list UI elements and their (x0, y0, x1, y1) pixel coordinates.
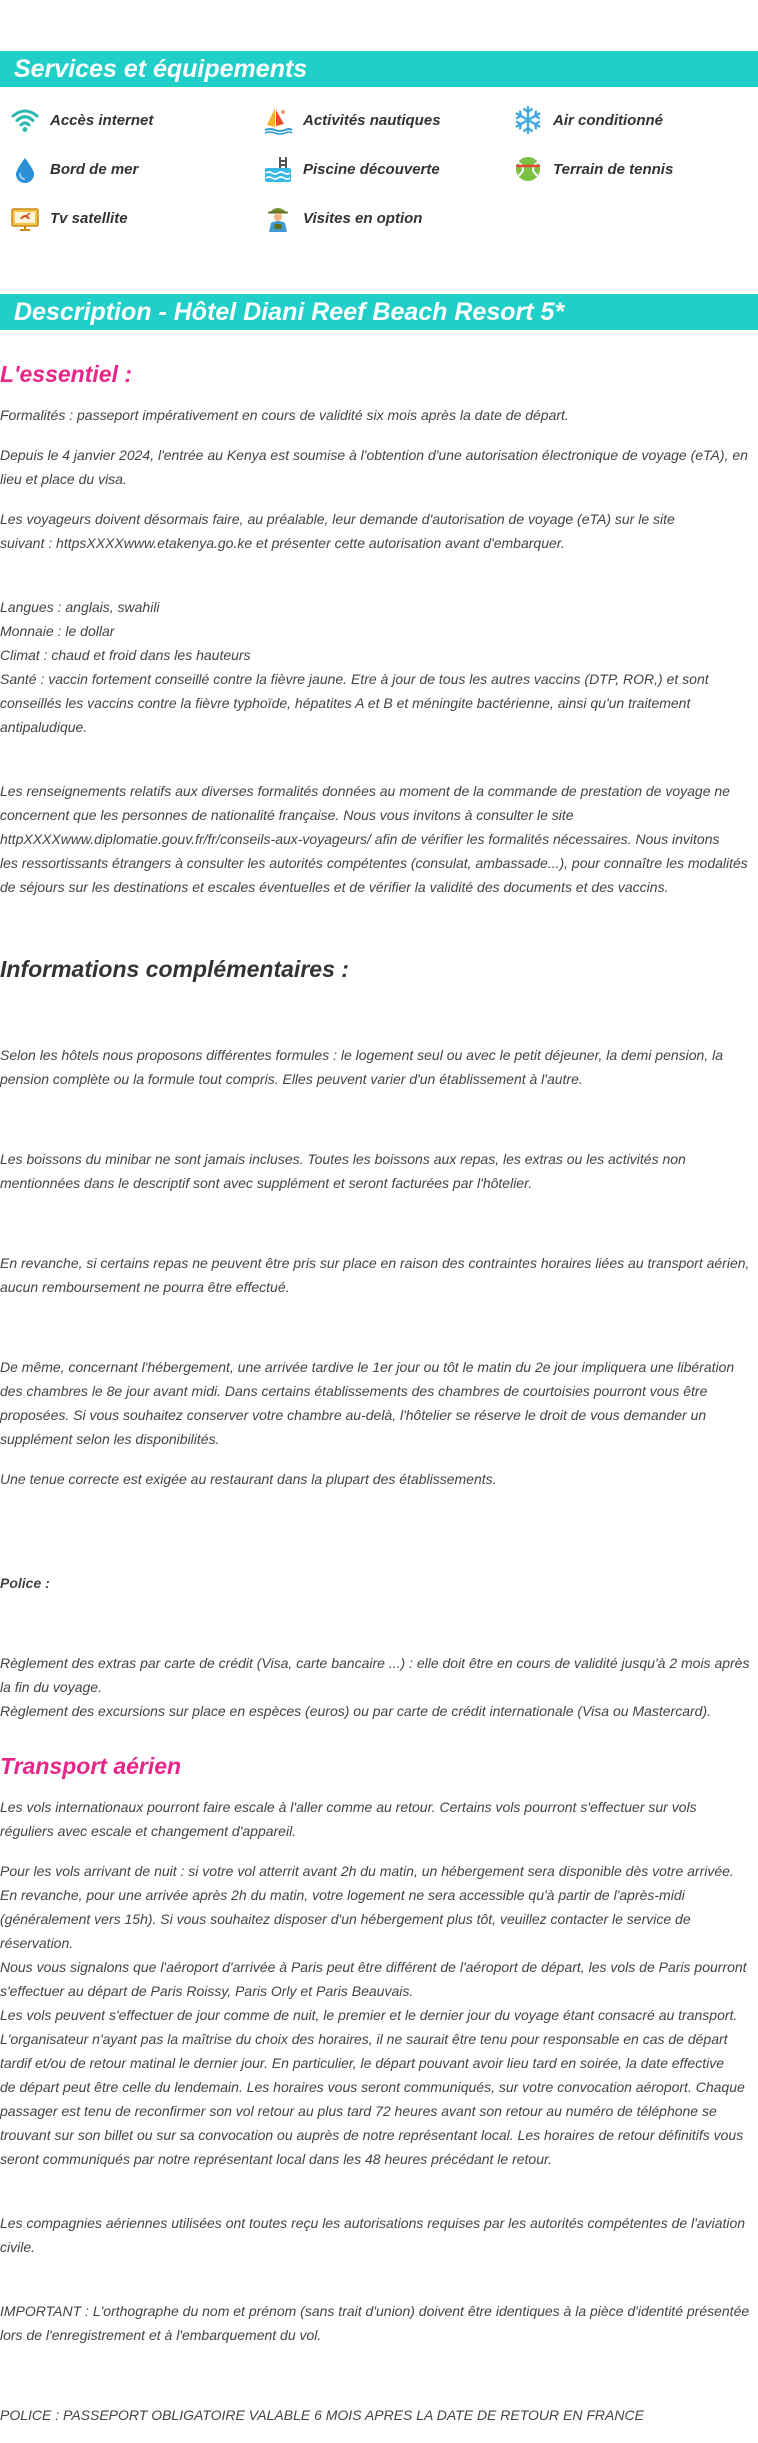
service-label: Air conditionné (553, 111, 663, 129)
formules-text-2: pension complète ou la formule tout compris. Elles peuvent varier d'un établissement à l'autre. (0, 1071, 583, 1087)
tv-icon (10, 203, 40, 233)
service-internet (10, 105, 153, 135)
hebergement-text-1: De même, concernant l'hébergement, une arrivée tardive le 1er jour ou tôt le matin du 2e jour impliquera une libération (0, 1359, 735, 1375)
police-label: Police : (0, 1575, 50, 1591)
vols-text-1: Les vols internationaux pourront faire escale à l'aller comme au retour. Certains vols pourront s'effectuer sur vols (0, 1799, 697, 1815)
compagnies-text-2: civile. (0, 2239, 36, 2255)
renseignements-text-1: Les renseignements relatifs aux diverses formalités données au moment de la commande de prestation de voyage ne (0, 783, 730, 799)
nuit-text-10: de départ peut être celle du lendemain. Les horaires vous seront communiqués, sur votre convocation aéroport. Chaque (0, 2079, 745, 2095)
wifi-icon (10, 105, 40, 135)
reglement-text-2: la fin du voyage. (0, 1679, 102, 1695)
snowflake-icon (513, 105, 543, 135)
service-pool (263, 154, 440, 184)
transport-heading: Transport aérien (0, 1753, 182, 1779)
service-label: Tv satellite (50, 209, 128, 227)
service-tv (10, 203, 128, 233)
langues-text: Langues : anglais, swahili (0, 599, 160, 615)
hebergement-text-4: supplément selon les disponibilités. (0, 1431, 220, 1447)
description-header (0, 294, 758, 330)
service-label: Terrain de tennis (553, 160, 674, 178)
sante-text-1: Santé : vaccin fortement conseillé contre la fièvre jaune. Etre à jour de tous les autres vaccins (DTP, ROR,) et sont (0, 671, 709, 687)
service-label: Visites en option (303, 209, 423, 227)
nuit-text-5: Nous vous signalons que l'aéroport d'arrivée à Paris peut être différent de l'aéroport de départ, les vols de Paris pourront (0, 1959, 747, 1975)
eta-site-text-2: suivant : httpsXXXXwww.etakenya.go.ke et présenter cette autorisation avant d'embarquer. (0, 535, 565, 551)
repas-text-2: aucun remboursement ne pourra être effectué. (0, 1279, 290, 1295)
nuit-text-11: passager est tenu de reconfirmer son vol retour au plus tard 72 heures avant son retour au numéro de téléphone se (0, 2103, 717, 2119)
service-aircon (513, 105, 663, 135)
water-drop-icon (10, 154, 40, 184)
essentiel-heading: L'essentiel : (0, 361, 133, 387)
hebergement-text-3: proposées. Si vous souhaitez conserver votre chambre au-delà, l'hôtelier se réserve le droit de vous demander un (0, 1407, 707, 1423)
services-header (0, 51, 758, 87)
reglement-text-1: Règlement des extras par carte de crédit (Visa, carte bancaire ...) : elle doit être en cours de validité jusqu'à 2 mois après (0, 1655, 750, 1671)
reglement-text-3: Règlement des excursions sur place en espèces (euros) ou par carte de crédit internationale (Visa ou Mastercard). (0, 1703, 711, 1719)
renseignements-text-5: de séjours sur les destinations et escales éventuelles et de vérifier la validité des documents et des vaccins. (0, 879, 669, 895)
service-label: Accès internet (50, 111, 154, 129)
formules-text-1: Selon les hôtels nous proposons différentes formules : le logement seul ou avec le petit déjeuner, la demi pension, la (0, 1047, 723, 1063)
renseignements-text-4: les ressortissants étrangers à consulter les autorités compétentes (consulat, ambassade...), pour connaître les modalités (0, 855, 748, 871)
description-title: Description - Hôtel Diani Reef Beach Resort 5* (14, 298, 565, 326)
hebergement-text-2: des chambres le 8e jour avant midi. Dans certains établissements des chambres de courtoisies pourront vous être (0, 1383, 708, 1399)
formalites-text: Formalités : passeport impérativement en cours de validité six mois après la date de départ. (0, 407, 569, 423)
service-label: Bord de mer (50, 160, 139, 178)
service-visits (263, 203, 422, 233)
nuit-text-13: seront communiqués par notre représentant local dans les 48 heures précédant le retour. (0, 2151, 553, 2167)
eta-site-text-1: Les voyageurs doivent désormais faire, au préalable, leur demande d'autorisation de voyage (eTA) sur le site (0, 511, 675, 527)
service-tennis (513, 154, 673, 184)
minibar-text-1: Les boissons du minibar ne sont jamais incluses. Toutes les boissons aux repas, les extras ou les activités non (0, 1151, 686, 1167)
renseignements-text-3: httpXXXXwww.diplomatie.gouv.fr/fr/conseils-aux-voyageurs/ afin de vérifier les formalités nécessaires. Nous invitons (0, 831, 720, 847)
important-text-2: lors de l'enregistrement et à l'embarquement du vol. (0, 2327, 322, 2343)
infos-heading: Informations complémentaires : (0, 956, 349, 982)
service-label: Piscine découverte (303, 160, 440, 178)
tenue-text: Une tenue correcte est exigée au restaurant dans la plupart des établissements. (0, 1471, 497, 1487)
nuit-text-2: En revanche, pour une arrivée après 2h du matin, votre logement ne sera accessible qu'à partir de l'après-midi (0, 1887, 685, 1903)
guide-icon (263, 203, 293, 233)
monnaie-text: Monnaie : le dollar (0, 623, 115, 639)
windsurf-icon (263, 105, 293, 135)
compagnies-text-1: Les compagnies aériennes utilisées ont toutes reçu les autorisations requises par les autorités compétentes de l'aviation (0, 2215, 746, 2231)
important-text-1: IMPORTANT : L'orthographe du nom et prénom (sans trait d'union) doivent être identiques à la pièce d'identité présentée (0, 2303, 750, 2319)
service-seaside (10, 154, 138, 184)
sante-text-2: conseillés les vaccins contre la fièvre typhoïde, hépatites A et B et méningite bactérienne, ainsi qu'un traitement (0, 695, 691, 711)
nuit-text-8: L'organisateur n'ayant pas la maîtrise du choix des horaires, il ne saurait être tenu pour responsable en cas de départ (0, 2031, 728, 2047)
service-label: Activités nautiques (303, 111, 441, 129)
eta-text-2: lieu et place du visa. (0, 471, 127, 487)
service-nautical (263, 105, 441, 135)
nuit-text-9: tardif et/ou de retour matinal le dernier jour. En particulier, le départ pouvant avoir lieu tard en soirée, la date effective (0, 2055, 725, 2071)
eta-text-1: Depuis le 4 janvier 2024, l'entrée au Kenya est soumise à l'obtention d'une autorisation électronique de voyage (eTA), en (0, 447, 748, 463)
nuit-text-7: Les vols peuvent s'effectuer de jour comme de nuit, le premier et le dernier jour du voyage étant consacré au transport. (0, 2007, 738, 2023)
pool-icon (263, 154, 293, 184)
nuit-text-3: (généralement vers 15h). Si vous souhaitez disposer d'un hébergement plus tôt, veuillez contacter le service de (0, 1911, 691, 1927)
nuit-text-12: trouvant sur son billet ou sur sa convocation ou auprès de notre représentant local. Les horaires de retour définitifs vous (0, 2127, 744, 2143)
sante-text-3: antipaludique. (0, 719, 88, 735)
minibar-text-2: mentionnées dans le descriptif sont avec supplément et seront facturées par l'hôtelier. (0, 1175, 533, 1191)
climat-text: Climat : chaud et froid dans les hauteurs (0, 647, 251, 663)
nuit-text-1: Pour les vols arrivant de nuit : si votre vol atterrit avant 2h du matin, un hébergement sera disponible dès votre arrivée. (0, 1863, 734, 1879)
renseignements-text-2: concernent que les personnes de nationalité française. Nous vous invitons à consulter le site (0, 807, 574, 823)
police-final-text: POLICE : PASSEPORT OBLIGATOIRE VALABLE 6 MOIS APRES LA DATE DE RETOUR EN FRANCE (0, 2407, 644, 2423)
nuit-text-6: s'effectuer au départ de Paris Roissy, Paris Orly et Paris Beauvais. (0, 1983, 414, 1999)
vols-text-2: réguliers avec escale et changement d'appareil. (0, 1823, 297, 1839)
tennis-icon (513, 154, 543, 184)
repas-text-1: En revanche, si certains repas ne peuvent être pris sur place en raison des contraintes horaires liées au transport aérien, (0, 1255, 750, 1271)
nuit-text-4: réservation. (0, 1935, 74, 1951)
services-title: Services et équipements (14, 55, 308, 83)
